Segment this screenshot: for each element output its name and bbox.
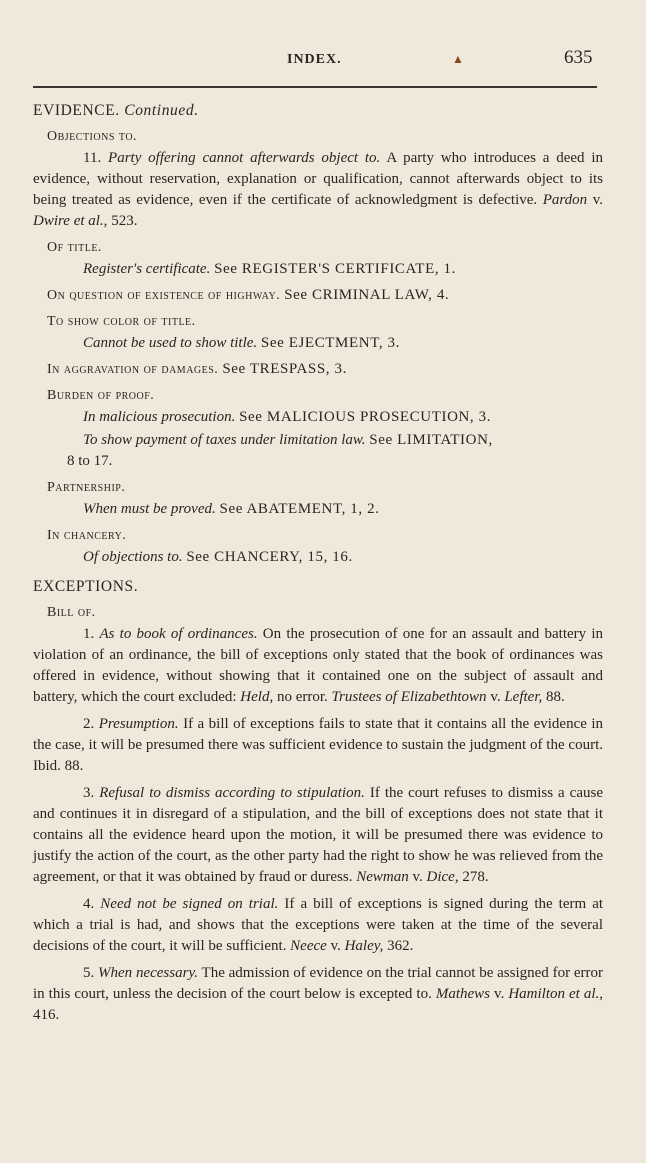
paragraph-text: If a bill of exceptions is signed during the term at which a trial is had, and shows that the exceptions were taken at the time of the several decisions of the court, it will be sufficient. xyxy=(33,896,604,954)
cross-reference: Register's certificate. See REGISTER'S CERTIFICATE, 1. xyxy=(83,261,456,277)
printer-mark-icon: ▲ xyxy=(452,52,464,66)
cross-reference: To show payment of taxes under limitation law. See LIMITATION, 8 to 17. xyxy=(67,432,493,469)
paragraph-title: As to book of ordinances. xyxy=(99,626,258,642)
paragraph-title: When necessary. xyxy=(98,965,199,981)
subheading-partnership: Partnership. xyxy=(47,480,126,495)
paragraph-text: The admission of evidence on the trial cannot be assigned for error in this court, unless the decision of the court below is excepted to. xyxy=(33,965,603,1002)
case-name: Mathews xyxy=(435,986,491,1002)
page-number: 635 xyxy=(564,47,593,68)
case-name: Neece xyxy=(290,938,327,954)
entry-heading-exceptions: EXCEPTIONS. xyxy=(33,578,139,595)
citation: 416. xyxy=(33,1007,60,1023)
subheading-bill-of: Bill of. xyxy=(47,605,96,620)
header-title: INDEX. xyxy=(287,52,342,67)
paragraph-title: Party offering cannot afterwards object to. xyxy=(108,150,381,166)
case-name: Pardon xyxy=(542,192,588,208)
paragraph-exceptions-1: 1. As to book of ordinances. On the prosecution of one for an assault and battery in violation of an ordinance, the bill of exceptions only stated that the book of ordinances was offered in evidence, without showing that it contained one on the subject of assault and battery, which the court excluded: Held, no error. Trustees of Elizabethtown v. Lefter, 88. xyxy=(33,626,604,705)
subheading-color-of-title: To show color of title. xyxy=(47,314,196,329)
paragraph-text: If the court refuses to dismiss a cause and continues it in disregard of a stipulation, and the bill of exceptions does not state that it contains all the evidence heard upon the motion, it will be presumed there was evidence to justify the action of the court, as the other party had the right to show he was relieved from the agreement, or that it was obtained by fraud or duress. xyxy=(33,785,603,885)
case-name: Newman xyxy=(356,869,409,885)
index-body xyxy=(33,94,603,1026)
cross-reference: Of objections to. See CHANCERY, 15, 16. xyxy=(83,549,353,565)
paragraph-text: A party who introduces a deed in evidence, without reservation, explanation or qualification, cannot afterwards object to its being treated as evidence, even if the certificate of acknowledgment is defective. xyxy=(33,150,604,208)
subheading-damages: In aggravation of damages. See TRESPASS, 3. xyxy=(47,361,347,377)
paragraph-exceptions-3: 3. Refusal to dismiss according to stipulation. If the court refuses to dismiss a cause and continues it in disregard of a stipulation, and the bill of exceptions does not state that it contains all the evidence heard upon the motion, it will be presumed there was evidence to justify the action of the court, as the other party had the right to show he was relieved from the agreement, or that it was obtained by fraud or duress. Newman v. Dice, 278. xyxy=(33,785,603,885)
paragraph-exceptions-5: 5. When necessary. The admission of evidence on the trial cannot be assigned for error in this court, unless the decision of the court below is excepted to. Mathews v. Hamilton et al., 416. xyxy=(33,965,604,1023)
paragraph-text: On the prosecution of one for an assault and battery in violation of an ordinance, the bill of exceptions only stated that the book of ordinances was offered in evidence, without showing that it contained one on the subject of assault and battery, which the court excluded: xyxy=(33,626,604,705)
case-name: Dice, xyxy=(426,869,459,885)
header-rule xyxy=(33,86,597,88)
paragraph-title: Need not be signed on trial. xyxy=(100,896,279,912)
subheading-chancery: In chancery. xyxy=(47,528,127,543)
subheading-burden-of-proof: Burden of proof. xyxy=(47,388,155,403)
citation: 362. xyxy=(387,938,414,954)
case-name: Haley, xyxy=(344,938,384,954)
continued-label: Continued. xyxy=(124,102,199,119)
entry-heading-evidence xyxy=(33,100,603,121)
subheading-highway: On question of existence of highway. See CRIMINAL LAW, 4. xyxy=(47,287,450,303)
subheading-objections: Objections to. xyxy=(47,129,138,144)
case-name: Trustees of Elizabethtown xyxy=(331,689,487,705)
heading-text: EVIDENCE. xyxy=(33,102,120,119)
paragraph-title: Refusal to dismiss according to stipulation. xyxy=(99,785,365,801)
cross-reference: In malicious prosecution. See MALICIOUS PROSECUTION, 3. xyxy=(83,409,492,425)
citation: 278. xyxy=(462,869,489,885)
case-name: Lefter, xyxy=(504,689,543,705)
paragraph-exceptions-4: 4. Need not be signed on trial. If a bill of exceptions is signed during the term at which a trial is had, and shows that the exceptions were taken at the time of the several decisions of the court, it will be sufficient. Neece v. Haley, 362. xyxy=(33,896,604,954)
citation: 88. xyxy=(546,689,565,705)
citation: 523. xyxy=(111,213,138,229)
running-header xyxy=(0,44,646,74)
cross-reference: Cannot be used to show title. See EJECTMENT, 3. xyxy=(83,335,400,351)
cross-reference: When must be proved. See ABATEMENT, 1, 2. xyxy=(83,501,380,517)
subheading-of-title: Of title. xyxy=(47,240,102,255)
paragraph-title: Presumption. xyxy=(98,716,179,732)
paragraph-exceptions-2: 2. Presumption. If a bill of exceptions fails to state that it contains all the evidence in the case, it will be presumed there was sufficient evidence to sustain the judgment of the court. Ibid. 88. xyxy=(33,716,604,774)
paragraph-text: If a bill of exceptions fails to state that it contains all the evidence in the case, it will be presumed there was sufficient evidence to sustain the judgment of the court. Ibid. 88. xyxy=(33,716,604,774)
paragraph-objections-11: 11. Party offering cannot afterwards object to. A party who introduces a deed in evidence, without reservation, explanation or qualification, cannot afterwards object to its being treated as evidence, even if the certificate of acknowledgment is defective. Pardon v. Dwire et al., 523. xyxy=(33,150,604,229)
case-name: Dwire et al., xyxy=(33,213,108,229)
case-name: Hamilton et al., xyxy=(508,986,604,1002)
